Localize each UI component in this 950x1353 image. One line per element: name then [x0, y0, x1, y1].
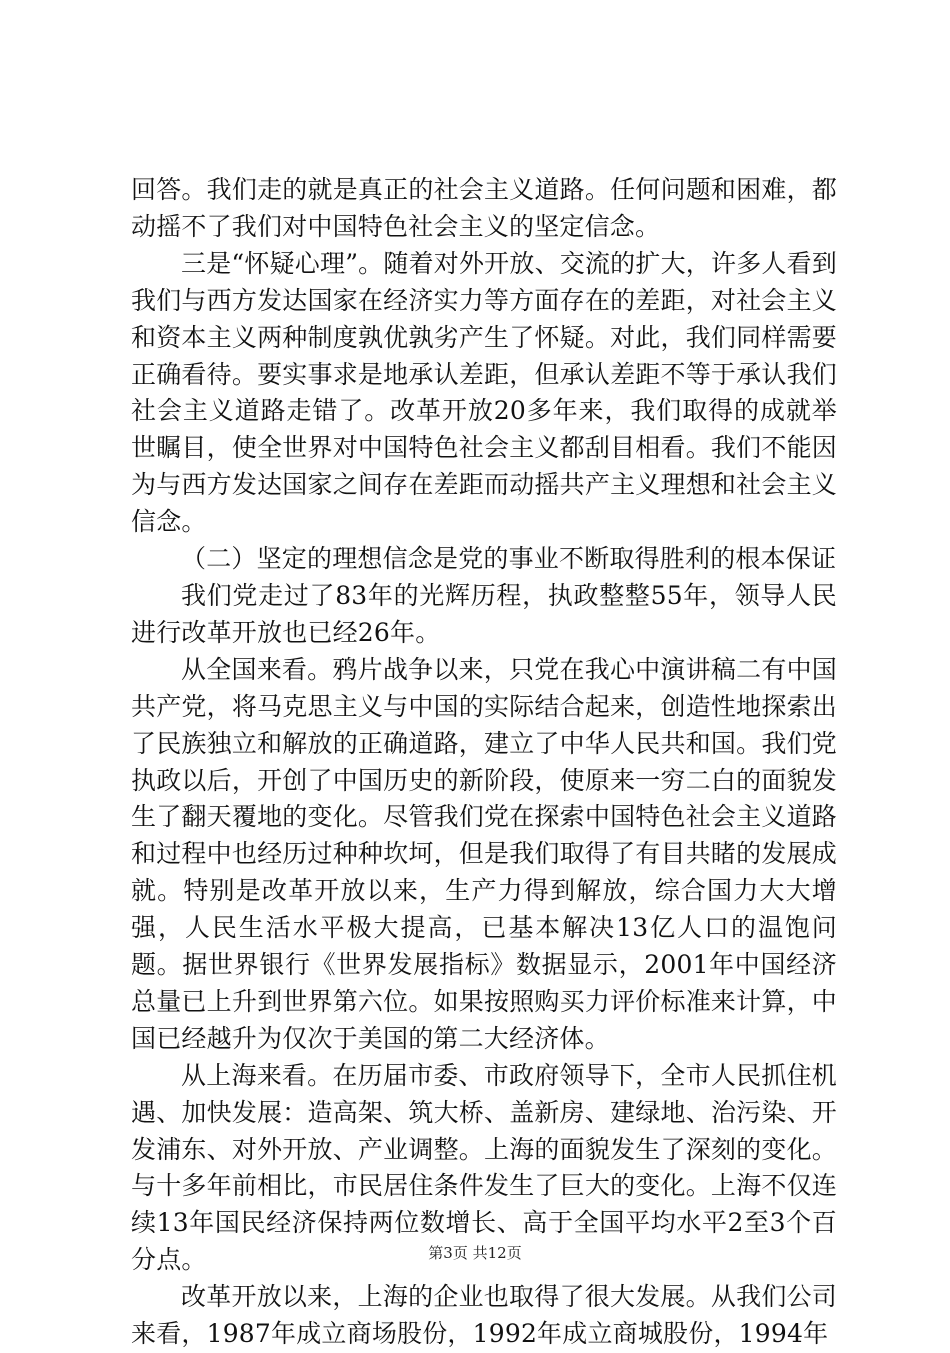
- paragraph-doubt-mentality: 三是“怀疑心理”。随着对外开放、交流的扩大，许多人看到我们与西方发达国家在经济实力等方面存在的差距，对社会主义和资本主义两种制度孰优孰劣产生了怀疑。对此，我们同样需要正确看待。要实事求是地承认差距，但承认差距不等于承认我们社会主义道路走错了。改革开放20多年来，我们取得的成就举世瞩目，使全世界对中国特色社会主义都刮目相看。我们不能因为与西方发达国家之间存在差距而动摇共产主义理想和社会主义信念。: [131, 248, 837, 537]
- document-body: [131, 172, 837, 1353]
- paragraph-company-view: 改革开放以来，上海的企业也取得了很大发展。从我们公司来看，1987年成立商场股份，1992年成立商城股份，1994年: [131, 1282, 837, 1349]
- page-number-footer: 第3页 共12页: [428, 1244, 522, 1262]
- paragraph-continuation: 回答。我们走的就是真正的社会主义道路。任何问题和困难，都动摇不了我们对中国特色社会主义的坚定信念。: [131, 175, 837, 241]
- section-heading: （二）坚定的理想信念是党的事业不断取得胜利的根本保证: [181, 544, 837, 574]
- paragraph-shanghai-view: 从上海来看。在历届市委、市政府领导下，全市人民抓住机遇、加快发展：造高架、筑大桥、盖新房、建绿地、治污染、开发浦东、对外开放、产业调整。上海的面貌发生了深刻的变化。与十多年前相比，市民居住条件发生了巨大的变化。上海不仅连续13年国民经济保持两位数增长、高于全国平均水平2至3个百分点。: [131, 1060, 837, 1275]
- paragraph-national-view: 从全国来看。鸦片战争以来，只党在我心中演讲稿二有中国共产党，将马克思主义与中国的实际结合起来，创造性地探索出了民族独立和解放的正确道路，建立了中华人民共和国。我们党执政以后，开创了中国历史的新阶段，使原来一穷二白的面貌发生了翻天覆地的变化。尽管我们党在探索中国特色社会主义道路和过程中也经历过种种坎坷，但是我们取得了有目共睹的发展成就。特别是改革开放以来，生产力得到解放，综合国力大大增强，人民生活水平极大提高，已基本解决13亿人口的温饱问题。据世界银行《世界发展指标》数据显示，2001年中国经济总量已上升到世界第六位。如果按照购买力评价标准来计算，中国已经越升为仅次于美国的第二大经济体。: [131, 654, 837, 1053]
- paragraph-party-history: 我们党走过了83年的光辉历程，执政整整55年，领导人民进行改革开放也已经26年。: [131, 580, 837, 647]
